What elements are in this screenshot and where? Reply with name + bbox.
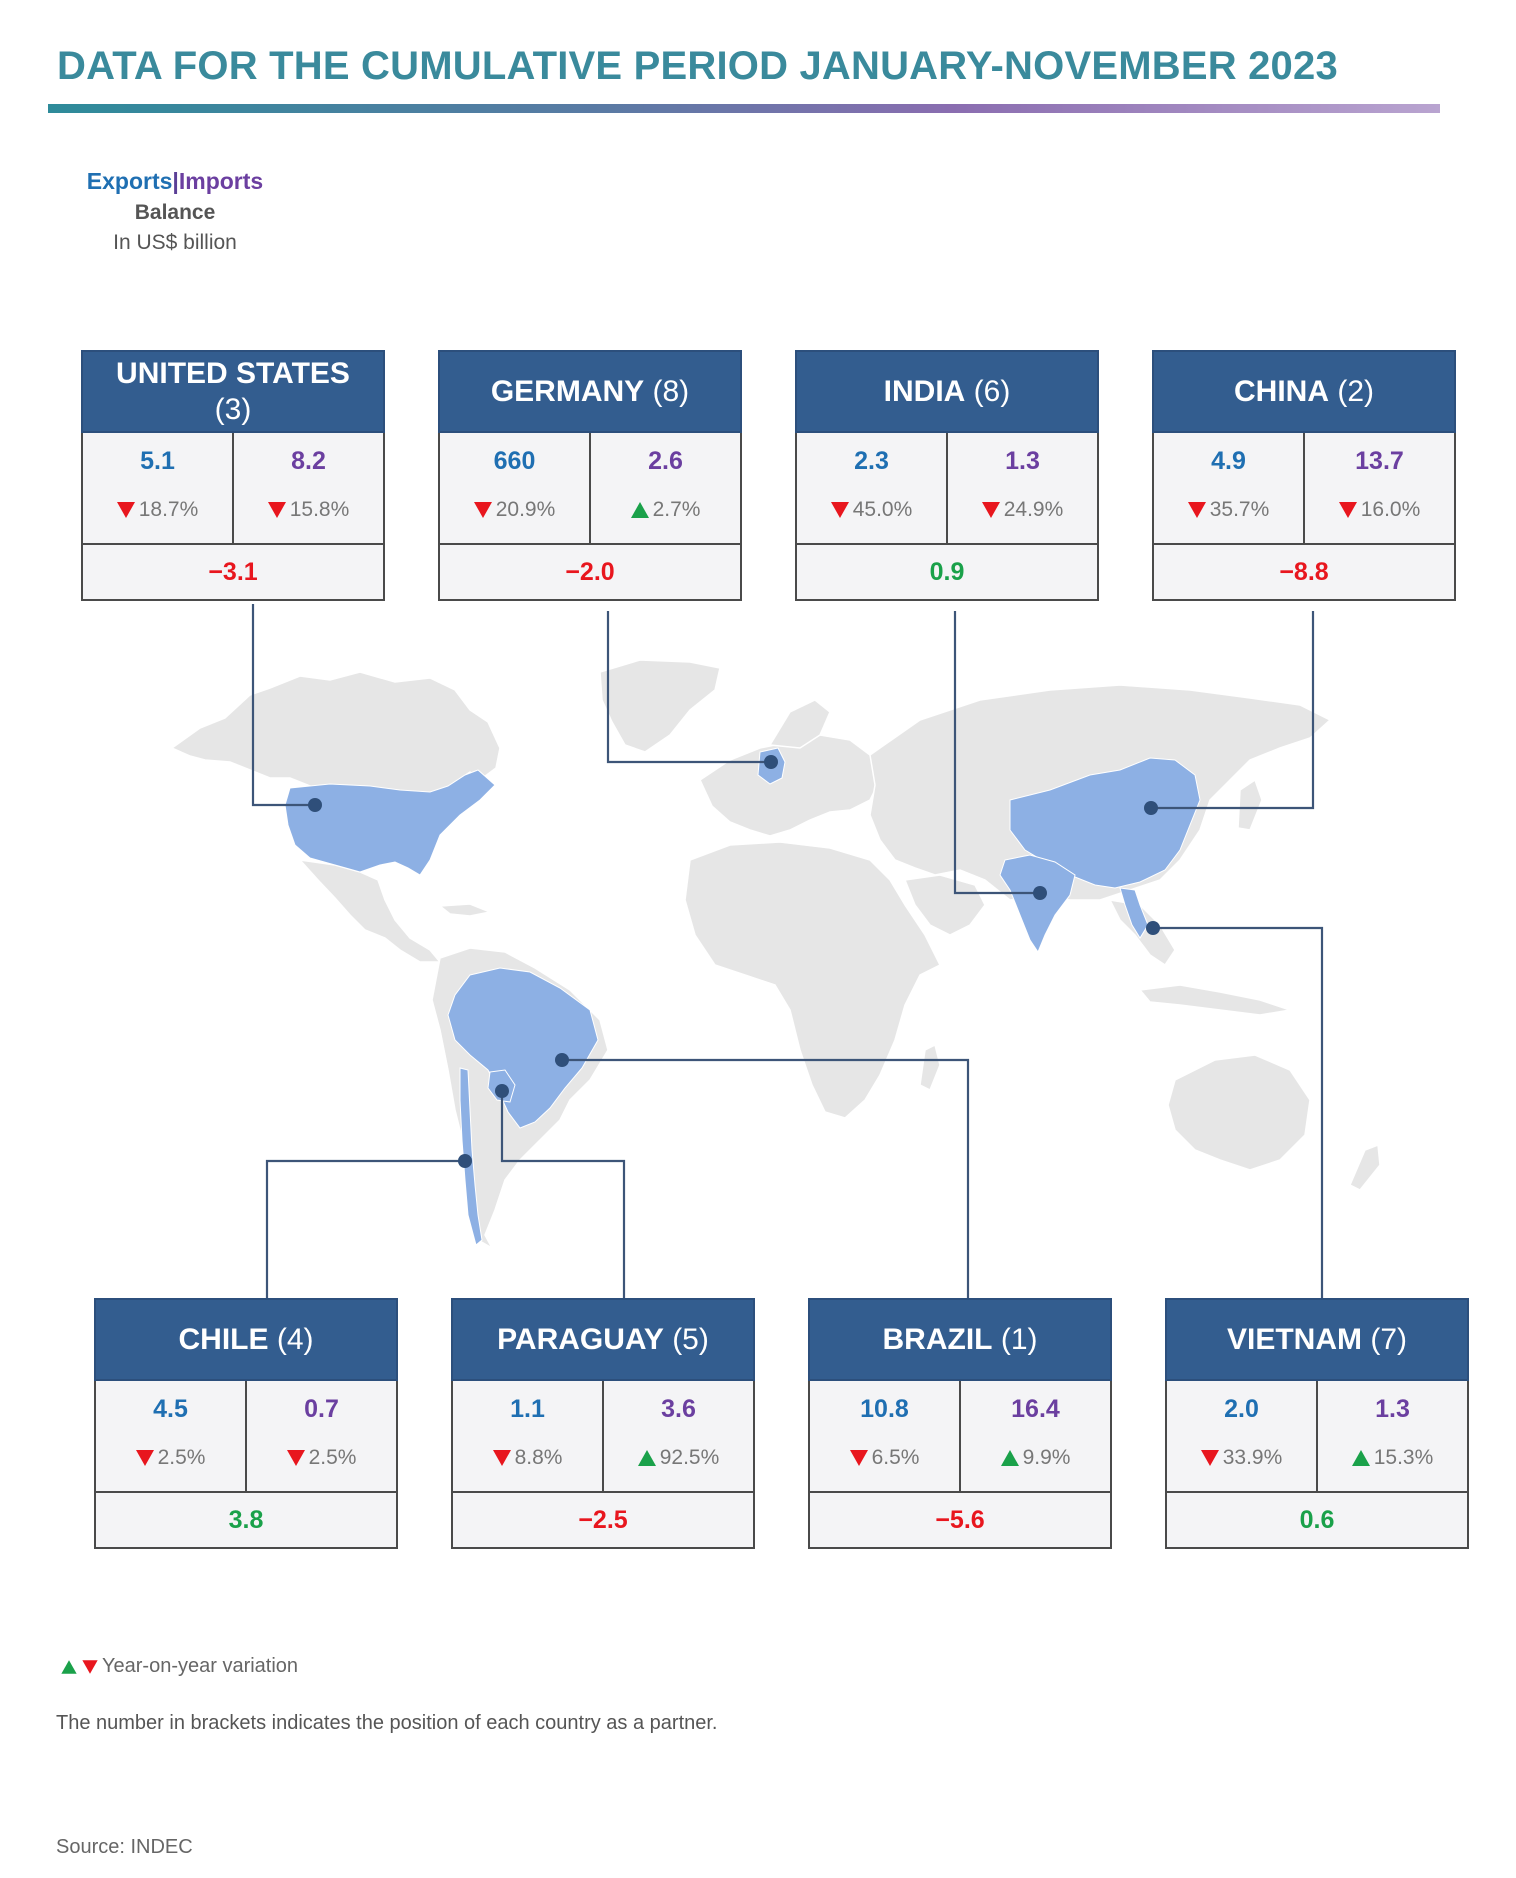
exports-variation-value: 45.0%: [852, 498, 913, 521]
exports-value: 2.3: [854, 447, 889, 475]
marker-india: [1033, 886, 1047, 900]
exports-variation: [1201, 1446, 1283, 1470]
imports-variation: [631, 498, 701, 522]
country-name: CHINA: [1233, 374, 1329, 408]
land-greenland: [600, 660, 720, 752]
card-header: [795, 350, 1099, 433]
exports-variation-value: 20.9%: [495, 498, 556, 521]
imports-cell: [589, 433, 740, 543]
card-values: [81, 433, 385, 545]
imports-variation: [1352, 1446, 1434, 1470]
country-name: CHILE: [178, 1322, 269, 1356]
increase-triangle-icon: [638, 1450, 656, 1466]
imports-value: 3.6: [661, 1395, 696, 1423]
card-china: [1152, 350, 1456, 601]
country-name: UNITED STATES: [116, 356, 350, 390]
imports-cell: [959, 1381, 1110, 1491]
marker-usa: [308, 798, 322, 812]
marker-vietnam: [1146, 921, 1160, 935]
decrease-triangle-icon: [850, 1450, 868, 1466]
country-rank: (6): [973, 374, 1011, 408]
marker-paraguay: [495, 1084, 509, 1098]
card-values: [795, 433, 1099, 545]
imports-variation-value: 15.3%: [1373, 1446, 1434, 1469]
imports-variation: [1339, 498, 1421, 522]
imports-cell: [245, 1381, 396, 1491]
imports-cell: [1303, 433, 1454, 543]
brackets-note: The number in brackets indicates the position of each country as a partner.: [56, 1712, 718, 1734]
country-rank: (4): [276, 1322, 314, 1356]
exports-value: 10.8: [860, 1395, 909, 1423]
card-brazil: [808, 1298, 1112, 1549]
exports-variation-value: 18.7%: [138, 498, 199, 521]
land-madagascar: [920, 1045, 940, 1090]
land-indonesia: [1140, 985, 1290, 1015]
decrease-triangle-icon: [1188, 502, 1206, 518]
card-vietnam: [1165, 1298, 1469, 1549]
imports-cell: [232, 433, 383, 543]
country-name: GERMANY: [490, 374, 645, 408]
increase-triangle-icon: [61, 1660, 76, 1674]
card-paraguay: [451, 1298, 755, 1549]
country-rank: (8): [652, 374, 690, 408]
country-india: [1000, 855, 1075, 952]
imports-value: 1.3: [1375, 1395, 1410, 1423]
imports-variation: [1001, 1446, 1071, 1470]
variation-legend: [60, 1655, 298, 1678]
card-values: [1152, 433, 1456, 545]
decrease-triangle-icon: [493, 1450, 511, 1466]
country-name: PARAGUAY: [497, 1322, 664, 1356]
exports-cell: [1154, 433, 1303, 543]
card-values: [451, 1381, 755, 1493]
source-note: Source: INDEC: [56, 1836, 193, 1858]
decrease-triangle-icon: [831, 502, 849, 518]
imports-variation-value: 2.7%: [652, 498, 701, 521]
exports-variation-value: 33.9%: [1222, 1446, 1283, 1469]
legend-exports-label: Exports: [86, 168, 173, 194]
imports-value: 13.7: [1355, 447, 1404, 475]
exports-cell: [1167, 1381, 1316, 1491]
balance-value: 3.8: [94, 1493, 398, 1549]
exports-variation: [850, 1446, 920, 1470]
country-rank: (7): [1370, 1322, 1407, 1356]
card-values: [808, 1381, 1112, 1493]
land-europe: [700, 735, 880, 836]
country-rank: (3): [214, 392, 252, 426]
exports-value: 4.5: [153, 1395, 188, 1423]
marker-china: [1144, 801, 1158, 815]
exports-value: 660: [493, 447, 536, 475]
variation-legend-text: Year-on-year variation: [102, 1655, 299, 1677]
imports-variation-value: 15.8%: [289, 498, 350, 521]
exports-value: 4.9: [1211, 447, 1246, 475]
exports-value: 5.1: [140, 447, 175, 475]
land-australia: [1168, 1055, 1310, 1170]
exports-variation-value: 2.5%: [157, 1446, 206, 1469]
card-header: [94, 1298, 398, 1381]
increase-triangle-icon: [1352, 1450, 1370, 1466]
country-rank: (5): [672, 1322, 709, 1356]
balance-value: −8.8: [1152, 545, 1456, 601]
exports-cell: [440, 433, 589, 543]
land-caribbean: [440, 904, 490, 916]
imports-cell: [1316, 1381, 1467, 1491]
decrease-triangle-icon: [474, 502, 492, 518]
increase-triangle-icon: [631, 502, 649, 518]
page-title: DATA FOR THE CUMULATIVE PERIOD JANUARY-NOVEMBER 2023: [57, 44, 1338, 88]
imports-value: 16.4: [1011, 1395, 1060, 1423]
country-name: INDIA: [883, 374, 966, 408]
decrease-triangle-icon: [136, 1450, 154, 1466]
card-header: [1152, 350, 1456, 433]
increase-triangle-icon: [1001, 1450, 1019, 1466]
balance-value: 0.6: [1165, 1493, 1469, 1549]
land-japan: [1238, 780, 1262, 830]
exports-variation: [136, 1446, 206, 1470]
marker-brazil: [555, 1053, 569, 1067]
legend-balance-label: Balance: [134, 201, 216, 224]
imports-variation-value: 24.9%: [1003, 498, 1064, 521]
card-header: [81, 350, 385, 433]
card-chile: [94, 1298, 398, 1549]
exports-variation: [1188, 498, 1270, 522]
balance-value: −3.1: [81, 545, 385, 601]
imports-variation-value: 16.0%: [1360, 498, 1421, 521]
exports-cell: [453, 1381, 602, 1491]
land-africa: [685, 842, 940, 1118]
exports-value: 2.0: [1224, 1395, 1259, 1423]
exports-cell: [96, 1381, 245, 1491]
exports-variation: [474, 498, 556, 522]
exports-variation-value: 6.5%: [871, 1446, 920, 1469]
exports-variation: [831, 498, 913, 522]
country-rank: (2): [1337, 374, 1374, 408]
imports-variation-value: 9.9%: [1022, 1446, 1071, 1469]
balance-value: −2.0: [438, 545, 742, 601]
card-values: [1165, 1381, 1469, 1493]
imports-value: 0.7: [304, 1395, 339, 1423]
imports-value: 8.2: [291, 447, 326, 475]
exports-variation-value: 35.7%: [1209, 498, 1270, 521]
imports-variation-value: 2.5%: [308, 1446, 357, 1469]
decrease-triangle-icon: [117, 502, 135, 518]
legend-separator: |: [172, 168, 179, 194]
imports-variation: [982, 498, 1064, 522]
card-united-states: [81, 350, 385, 601]
balance-value: −2.5: [451, 1493, 755, 1549]
land-mexico: [300, 860, 440, 962]
exports-cell: [83, 433, 232, 543]
card-india: [795, 350, 1099, 601]
imports-variation: [287, 1446, 357, 1470]
decrease-triangle-icon: [268, 502, 286, 518]
balance-value: 0.9: [795, 545, 1099, 601]
imports-value: 2.6: [648, 447, 683, 475]
land-canada-alaska: [172, 672, 500, 800]
land-new-zealand: [1350, 1145, 1380, 1190]
country-name: BRAZIL: [882, 1322, 993, 1356]
connector-chile: [267, 1161, 465, 1298]
exports-value: 1.1: [510, 1395, 545, 1423]
legend-imports-label: Imports: [178, 168, 264, 194]
card-header: [808, 1298, 1112, 1381]
exports-variation: [493, 1446, 563, 1470]
decrease-triangle-icon: [1339, 502, 1357, 518]
exports-cell: [810, 1381, 959, 1491]
card-values: [94, 1381, 398, 1493]
country-rank: (1): [1000, 1322, 1038, 1356]
card-header: [1165, 1298, 1469, 1381]
imports-variation: [268, 498, 350, 522]
imports-variation-value: 92.5%: [659, 1446, 720, 1469]
exports-cell: [797, 433, 946, 543]
card-header: [438, 350, 742, 433]
card-values: [438, 433, 742, 545]
country-name: VIETNAM: [1226, 1322, 1362, 1356]
decrease-triangle-icon: [82, 1660, 97, 1674]
card-germany: [438, 350, 742, 601]
imports-cell: [946, 433, 1097, 543]
exports-variation: [117, 498, 199, 522]
marker-germany: [764, 755, 778, 769]
marker-chile: [458, 1154, 472, 1168]
imports-cell: [602, 1381, 753, 1491]
exports-variation-value: 8.8%: [514, 1446, 563, 1469]
decrease-triangle-icon: [1201, 1450, 1219, 1466]
imports-variation: [638, 1446, 720, 1470]
decrease-triangle-icon: [287, 1450, 305, 1466]
balance-value: −5.6: [808, 1493, 1112, 1549]
imports-value: 1.3: [1005, 447, 1040, 475]
legend-unit: In US$ billion: [113, 231, 237, 254]
card-header: [451, 1298, 755, 1381]
decrease-triangle-icon: [982, 502, 1000, 518]
